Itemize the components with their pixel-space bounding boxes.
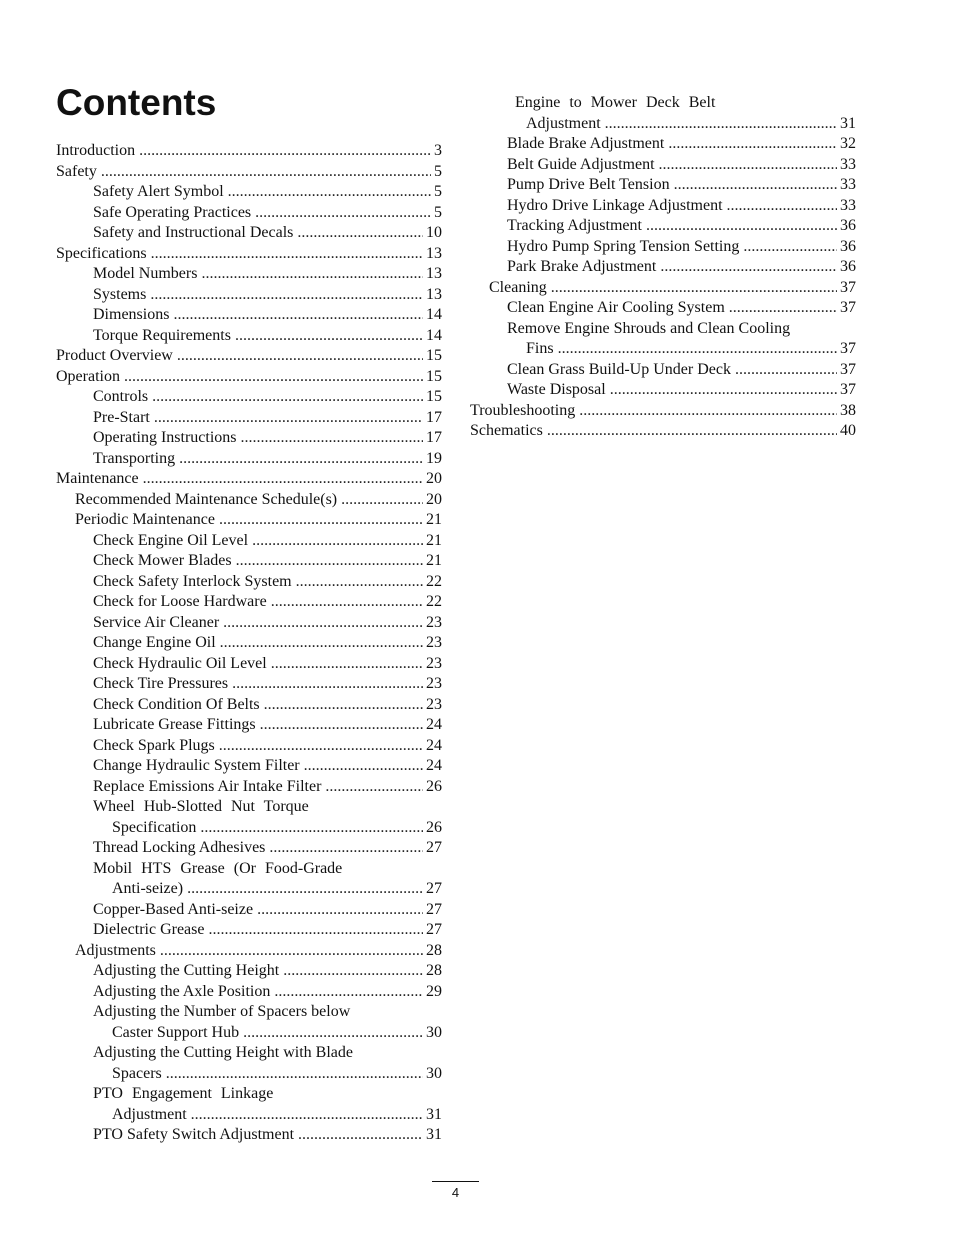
toc-entry-lubricate-grease[interactable]: Lubricate Grease Fittings ..... 24 xyxy=(56,715,442,736)
toc-entry-dimensions[interactable]: Dimensions ..... 14 xyxy=(56,305,442,326)
toc-entry-wheel-hub-torque[interactable]: Wheel Hub-Slotted Nut Torque Specification ..... 26 xyxy=(56,797,442,838)
toc-entry-systems[interactable]: Systems ..... 13 xyxy=(56,285,442,306)
toc-entry-adjust-spacers[interactable]: Adjusting the Number of Spacers below Caster Support Hub ..... 30 xyxy=(56,1002,442,1043)
toc-entry-check-spark-plugs[interactable]: Check Spark Plugs ..... 24 xyxy=(56,736,442,757)
toc-entry-waste-disposal[interactable]: Waste Disposal ..... 37 xyxy=(470,380,856,401)
footer-rule xyxy=(432,1181,479,1182)
toc-entry-check-tire-pressures[interactable]: Check Tire Pressures ..... 23 xyxy=(56,674,442,695)
toc-entry-mobil-hts-grease[interactable]: Mobil HTS Grease (Or Food-Grade Anti-seize) ..... 27 xyxy=(56,859,442,900)
toc-entry-blade-brake[interactable]: Blade Brake Adjustment ..... 32 xyxy=(470,134,856,155)
toc-entry-adjust-cutting-height-spacers[interactable]: Adjusting the Cutting Height with Blade Spacers ..... 30 xyxy=(56,1043,442,1084)
page-title: Contents xyxy=(56,82,217,123)
toc-entry-schematics[interactable]: Schematics ..... 40 xyxy=(470,421,856,442)
toc-entry-park-brake[interactable]: Park Brake Adjustment ..... 36 xyxy=(470,257,856,278)
toc-entry-adjustments[interactable]: Adjustments ..... 28 xyxy=(56,941,442,962)
toc-entry-check-safety-interlock[interactable]: Check Safety Interlock System ..... 22 xyxy=(56,572,442,593)
toc-entry-transporting[interactable]: Transporting ..... 19 xyxy=(56,449,442,470)
toc-entry-tracking-adjustment[interactable]: Tracking Adjustment ..... 36 xyxy=(470,216,856,237)
toc-entry-safety-decals[interactable]: Safety and Instructional Decals ..... 10 xyxy=(56,223,442,244)
toc-entry-clean-air-cooling[interactable]: Clean Engine Air Cooling System ..... 37 xyxy=(470,298,856,319)
toc-entry-change-engine-oil[interactable]: Change Engine Oil ..... 23 xyxy=(56,633,442,654)
toc-entry-safety[interactable]: Safety ..... 5 xyxy=(56,162,442,183)
toc-entry-clean-grass-buildup[interactable]: Clean Grass Build-Up Under Deck ..... 37 xyxy=(470,360,856,381)
toc-entry-troubleshooting[interactable]: Troubleshooting ..... 38 xyxy=(470,401,856,422)
page-number: 4 xyxy=(451,1185,460,1200)
toc-entry-model-numbers[interactable]: Model Numbers ..... 13 xyxy=(56,264,442,285)
toc-entry-adjust-axle-position[interactable]: Adjusting the Axle Position ..... 29 xyxy=(56,982,442,1003)
toc-entry-product-overview[interactable]: Product Overview ..... 15 xyxy=(56,346,442,367)
toc-entry-copper-anti-seize[interactable]: Copper-Based Anti-seize ..... 27 xyxy=(56,900,442,921)
toc-entry-operating-instructions[interactable]: Operating Instructions ..... 17 xyxy=(56,428,442,449)
toc-entry-dielectric-grease[interactable]: Dielectric Grease ..... 27 xyxy=(56,920,442,941)
toc-entry-check-engine-oil[interactable]: Check Engine Oil Level ..... 21 xyxy=(56,531,442,552)
toc-entry-operation[interactable]: Operation ..... 15 xyxy=(56,367,442,388)
toc-entry-adjust-cutting-height[interactable]: Adjusting the Cutting Height ..... 28 xyxy=(56,961,442,982)
toc-entry-pto-linkage[interactable]: PTO Engagement Linkage Adjustment ..... 31 xyxy=(56,1084,442,1125)
toc-entry-specifications[interactable]: Specifications ..... 13 xyxy=(56,244,442,265)
toc-entry-engine-deck-belt[interactable]: Engine to Mower Deck Belt Adjustment ..... 31 xyxy=(470,93,856,134)
toc-entry-controls[interactable]: Controls ..... 15 xyxy=(56,387,442,408)
toc-entry-replace-emissions-filter[interactable]: Replace Emissions Air Intake Filter ..... 26 xyxy=(56,777,442,798)
toc-entry-safety-alert-symbol[interactable]: Safety Alert Symbol ..... 5 xyxy=(56,182,442,203)
toc-entry-hydro-drive-linkage[interactable]: Hydro Drive Linkage Adjustment ..... 33 xyxy=(470,196,856,217)
toc-entry-maintenance-schedule[interactable]: Recommended Maintenance Schedule(s) ..... 20 xyxy=(56,490,442,511)
toc-entry-introduction[interactable]: Introduction ..... 3 xyxy=(56,141,442,162)
toc-entry-check-hydraulic-oil[interactable]: Check Hydraulic Oil Level ..... 23 xyxy=(56,654,442,675)
toc-left-column xyxy=(56,141,442,1146)
toc-entry-thread-locking[interactable]: Thread Locking Adhesives ..... 27 xyxy=(56,838,442,859)
toc-entry-maintenance[interactable]: Maintenance ..... 20 xyxy=(56,469,442,490)
toc-entry-safe-operating-practices[interactable]: Safe Operating Practices ..... 5 xyxy=(56,203,442,224)
toc-entry-pre-start[interactable]: Pre-Start ..... 17 xyxy=(56,408,442,429)
toc-entry-remove-engine-shrouds[interactable]: Remove Engine Shrouds and Clean Cooling Fins ..... 37 xyxy=(470,319,856,360)
toc-entry-pto-safety-switch[interactable]: PTO Safety Switch Adjustment ..... 31 xyxy=(56,1125,442,1146)
toc-entry-hydro-pump-spring[interactable]: Hydro Pump Spring Tension Setting ..... 36 xyxy=(470,237,856,258)
toc-entry-check-belts[interactable]: Check Condition Of Belts ..... 23 xyxy=(56,695,442,716)
toc-entry-check-mower-blades[interactable]: Check Mower Blades ..... 21 xyxy=(56,551,442,572)
toc-entry-torque-requirements[interactable]: Torque Requirements ..... 14 xyxy=(56,326,442,347)
toc-entry-service-air-cleaner[interactable]: Service Air Cleaner ..... 23 xyxy=(56,613,442,634)
toc-entry-periodic-maintenance[interactable]: Periodic Maintenance ..... 21 xyxy=(56,510,442,531)
toc-entry-check-loose-hardware[interactable]: Check for Loose Hardware ..... 22 xyxy=(56,592,442,613)
toc-entry-pump-drive-belt[interactable]: Pump Drive Belt Tension ..... 33 xyxy=(470,175,856,196)
toc-entry-belt-guide[interactable]: Belt Guide Adjustment ..... 33 xyxy=(470,155,856,176)
toc-right-column xyxy=(470,93,856,442)
toc-entry-change-hydraulic-filter[interactable]: Change Hydraulic System Filter ..... 24 xyxy=(56,756,442,777)
toc-entry-cleaning[interactable]: Cleaning ..... 37 xyxy=(470,278,856,299)
